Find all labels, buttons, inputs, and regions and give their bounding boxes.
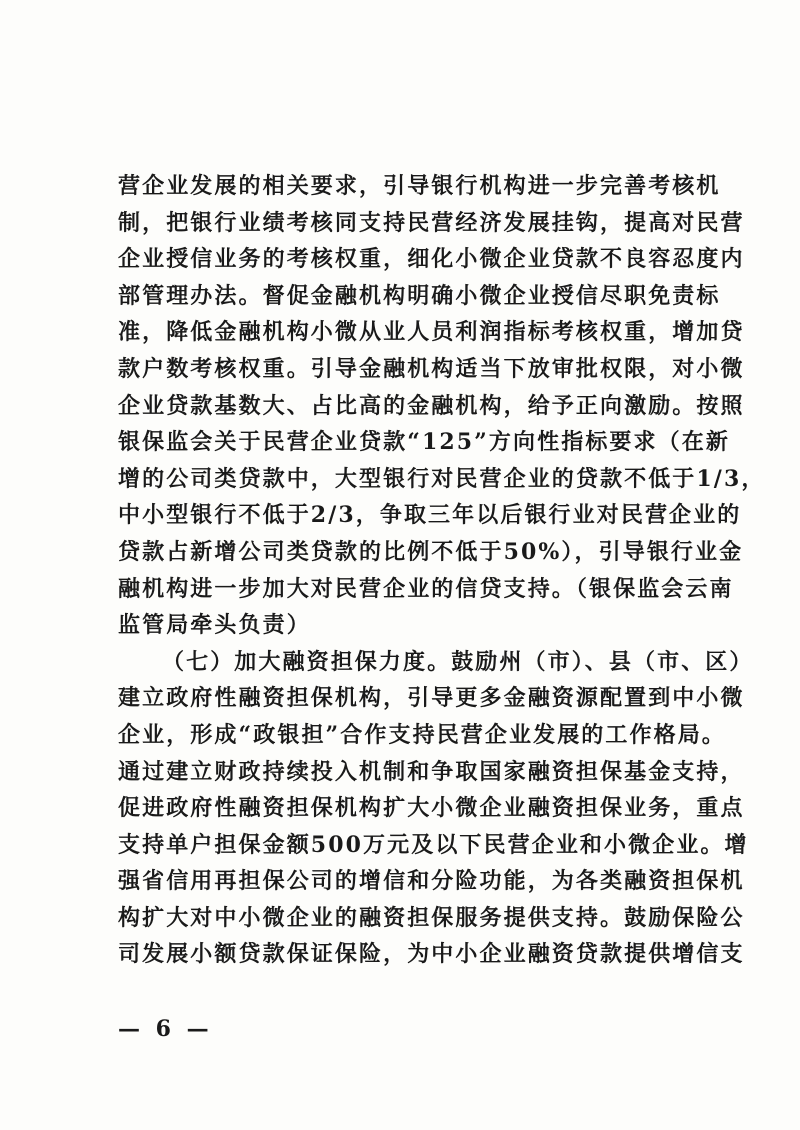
text-line: 增的公司类贷款中，大型银行对民营企业的贷款不低于1/3， [118,465,766,492]
text-line: 贷款占新增公司类贷款的比例不低于50%），引导银行业金 [118,538,744,565]
text-line: 支持单户担保金额500万元及以下民营企业和小微企业。增 [118,831,749,858]
text-line: 银保监会关于民营企业贷款“125”方向性指标要求（在新 [118,429,730,456]
text-line: 司发展小额贷款保证保险，为中小企业融资贷款提供增信支 [118,941,745,968]
text-line: 融机构进一步加大对民营企业的信贷支持。（银保监会云南 [118,575,734,602]
text-line: 企业，形成“政银担”合作支持民营企业发展的工作格局。 [118,721,726,748]
text-line: 建立政府性融资担保机构，引导更多金融资源配置到中小微 [118,685,745,712]
text-line: 部管理办法。督促金融机构明确小微企业授信尽职免责标 [118,282,721,309]
text-line: 强省信用再担保公司的增信和分险功能，为各类融资担保机 [118,868,745,895]
text-line: 准，降低金融机构小微从业人员利润指标考核权重，增加贷 [118,319,745,346]
text-line: 促进政府性融资担保机构扩大小微企业融资担保业务，重点 [118,795,745,822]
body-text [118,168,766,973]
text-line: 中小型银行不低于2/3，争取三年以后银行业对民营企业的 [118,502,742,529]
text-line: 制，把银行业绩考核同支持民营经济发展挂钩，提高对民营 [118,209,745,236]
text-line: 营企业发展的相关要求，引导银行机构进一步完善考核机 [118,173,721,199]
text-line: 款户数考核权重。引导金融机构适当下放审批权限，对小微 [118,355,745,382]
text-line: 监管局牵头负责） [118,612,311,639]
section-heading-line: （七）加大融资担保力度。鼓励州（市）、县（市、区） [162,648,754,675]
text-line: 企业贷款基数大、占比高的金融机构，给予正向激励。按照 [118,392,745,419]
text-line: 通过建立财政持续投入机制和争取国家融资担保基金支持， [118,758,745,785]
text-line: 企业授信业务的考核权重，细化小微企业贷款不良容忍度内 [118,246,745,273]
text-line: 构扩大对中小微企业的融资担保服务提供支持。鼓励保险公 [118,904,745,931]
page-number: — 6 — [118,1016,213,1042]
